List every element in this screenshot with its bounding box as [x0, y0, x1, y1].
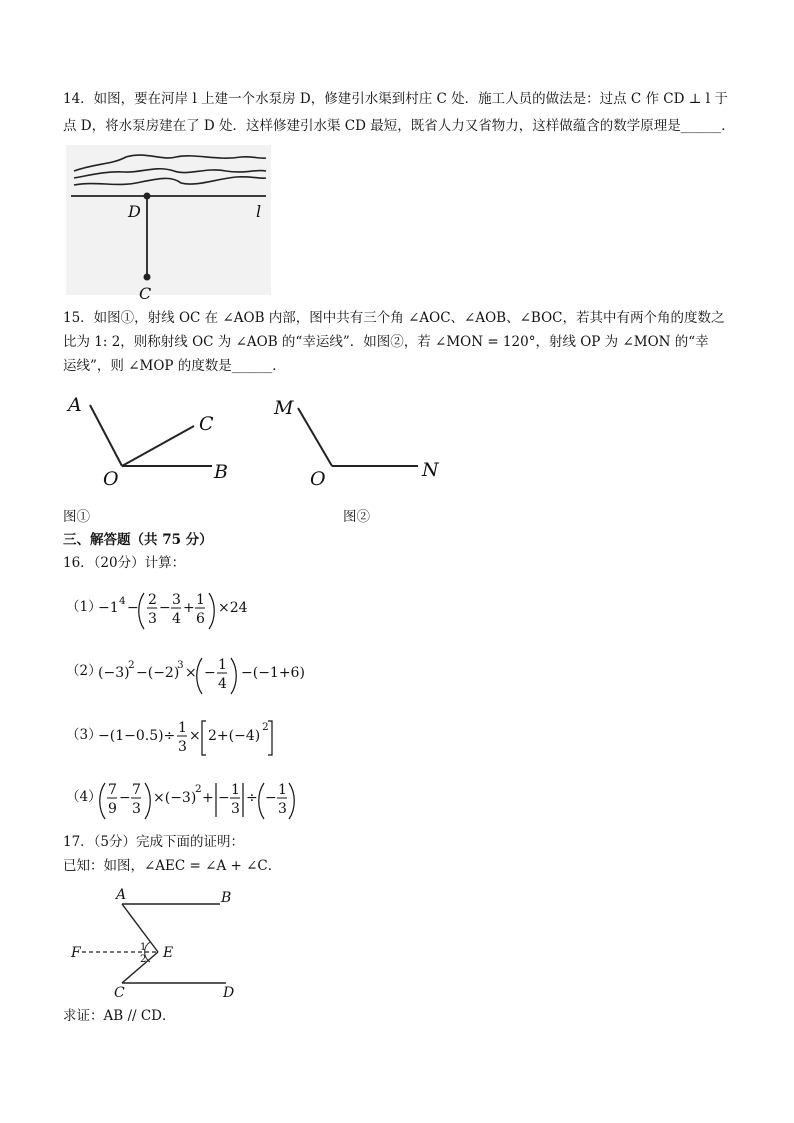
- q16-4-expression: [98, 775, 298, 823]
- fig17-label-e: E: [163, 945, 174, 961]
- fig2-caption: 图②: [343, 509, 370, 525]
- svg-text:6: 6: [196, 611, 205, 627]
- point-c: [144, 274, 151, 281]
- svg-text:2: 2: [128, 659, 135, 671]
- fig17-label-f: F: [71, 945, 81, 961]
- fig17-label-d: D: [223, 985, 235, 1001]
- svg-text:−: −: [159, 600, 171, 616]
- q16-3-expression: [98, 713, 288, 761]
- point-d: [144, 193, 151, 200]
- svg-text:×(−3): ×(−3): [153, 790, 197, 806]
- svg-text:−(−2): −(−2): [136, 665, 180, 681]
- svg-text:+: +: [183, 600, 195, 616]
- svg-text:2: 2: [148, 592, 157, 608]
- svg-text:1: 1: [278, 782, 287, 798]
- q17-prove: 求证：AB // CD．: [63, 1008, 176, 1024]
- svg-text:1: 1: [231, 782, 240, 798]
- svg-text:−(−1+6): −(−1+6): [241, 665, 305, 681]
- fig17-label-b: B: [221, 890, 232, 906]
- fig1-label-b: B: [214, 461, 228, 483]
- svg-text:−: −: [218, 790, 230, 806]
- svg-text:(−3): (−3): [98, 665, 130, 681]
- q17-given: 已知：如图，∠AEC = ∠A + ∠C．: [63, 858, 282, 874]
- svg-text:2: 2: [262, 721, 269, 733]
- fig17-label-1: 1: [140, 942, 147, 953]
- svg-text:1: 1: [196, 592, 205, 608]
- label-l: l: [256, 202, 262, 221]
- svg-text:7: 7: [108, 782, 117, 798]
- q16-1-expression: [98, 585, 258, 633]
- fig1-label-a: A: [68, 394, 82, 416]
- svg-text:−: −: [204, 665, 216, 681]
- label-c: C: [139, 284, 152, 303]
- svg-text:9: 9: [108, 801, 117, 817]
- svg-text:−(1−0.5)÷: −(1−0.5)÷: [98, 728, 176, 744]
- svg-text:3: 3: [178, 739, 187, 755]
- svg-text:×: ×: [189, 728, 201, 744]
- svg-text:×24: ×24: [218, 600, 248, 616]
- svg-text:−: −: [127, 600, 139, 616]
- svg-text:−: −: [119, 790, 131, 806]
- fig2-label-o: O: [310, 468, 326, 490]
- svg-text:3: 3: [177, 659, 184, 671]
- q14-line1: 14．如图，要在河岸 l 上建一个水泵房 D，修建引水渠到村庄 C 处．施工人员的做法是：过点 C 作 CD ⊥ l 于: [63, 91, 728, 107]
- svg-text:3: 3: [148, 611, 157, 627]
- fig2-label-m: M: [274, 397, 294, 419]
- fig17-label-2: 2: [140, 954, 147, 965]
- section-title: 三、解答题（共 75 分）: [63, 532, 213, 548]
- fig1-label-o: O: [103, 468, 119, 490]
- svg-text:+: +: [202, 790, 214, 806]
- svg-text:3: 3: [231, 801, 240, 817]
- svg-text:2: 2: [195, 783, 202, 795]
- q16-head: 16．（20分）计算：: [63, 555, 186, 571]
- fig1-caption: 图①: [63, 509, 90, 525]
- svg-text:3: 3: [132, 801, 141, 817]
- svg-text:1: 1: [218, 657, 227, 673]
- fig17-label-c: C: [114, 985, 125, 1001]
- label-d: D: [128, 202, 141, 221]
- q16-4-number: （4）: [66, 789, 102, 805]
- q15-line1: 15．如图①，射线 OC 在 ∠AOB 内部，图中共有三个角 ∠AOC、∠AOB、∠BOC，若其中有两个角的度数之: [63, 310, 725, 326]
- svg-text:−: −: [265, 790, 277, 806]
- svg-text:4: 4: [172, 611, 181, 627]
- svg-text:3: 3: [278, 801, 287, 817]
- q16-1-number: （1）: [66, 599, 102, 615]
- svg-text:7: 7: [132, 782, 141, 798]
- q15-figure-2: [270, 390, 460, 490]
- fig17-label-a: A: [116, 887, 127, 903]
- q16-2-number: （2）: [66, 663, 102, 679]
- svg-text:4: 4: [119, 595, 126, 607]
- svg-text:4: 4: [218, 676, 227, 692]
- svg-text:×: ×: [185, 665, 197, 681]
- fig1-label-c: C: [199, 413, 214, 435]
- svg-text:÷: ÷: [246, 790, 258, 806]
- q14-line2: 点 D，将水泵房建在了 D 处．这样修建引水渠 CD 最短，既省人力又省物力，这样做蕴含的数学原理是______．: [63, 118, 735, 134]
- q15-line2: 比为 1: 2，则称射线 OC 为 ∠AOB 的“幸运线”．如图②，若 ∠MON = 120°，射线 OP 为 ∠MON 的“幸: [63, 334, 709, 350]
- fig2-label-n: N: [422, 459, 439, 481]
- q15-figure-1: [60, 390, 250, 490]
- svg-text:−1: −1: [98, 600, 119, 616]
- q17-head: 17．（5分）完成下面的证明：: [63, 834, 245, 850]
- q15-line3: 运线”，则 ∠MOP 的度数是______．: [63, 358, 286, 374]
- q16-3-number: （3）: [66, 727, 102, 743]
- svg-text:3: 3: [172, 592, 181, 608]
- q17-figure: [66, 884, 246, 1002]
- q14-figure: [66, 145, 276, 303]
- svg-text:2+(−4): 2+(−4): [208, 728, 261, 744]
- q16-2-expression: [98, 650, 308, 698]
- svg-text:1: 1: [178, 720, 187, 736]
